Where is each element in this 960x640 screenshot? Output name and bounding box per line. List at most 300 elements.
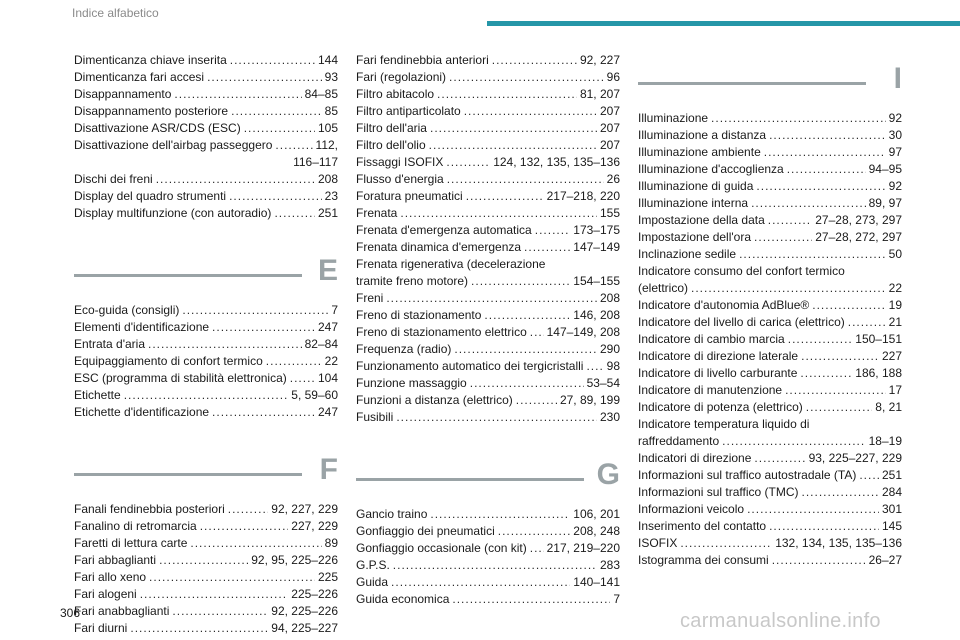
entry-pages: 251 — [317, 206, 338, 220]
dot-leader — [290, 370, 315, 387]
index-entry — [356, 120, 620, 137]
index-entry — [638, 229, 902, 246]
index-column-1 — [74, 52, 338, 637]
dot-leader — [516, 392, 557, 409]
dot-leader — [275, 137, 312, 154]
index-entry — [356, 239, 620, 256]
dot-leader — [711, 110, 886, 127]
entry-term: Fari diurni — [74, 621, 128, 635]
entry-pages: 301 — [881, 502, 902, 516]
entry-pages: 18–19 — [868, 434, 902, 448]
entry-pages: 225–226 — [291, 587, 338, 601]
dot-leader — [466, 188, 544, 205]
dot-leader — [446, 154, 490, 171]
page-number: 306 — [60, 606, 81, 620]
dot-leader — [430, 506, 570, 523]
dot-leader — [785, 382, 886, 399]
dot-leader — [430, 120, 597, 137]
dot-leader — [172, 603, 268, 620]
entry-pages: 217–218, 220 — [546, 189, 620, 203]
entry-term: Illuminazione ambiente — [638, 145, 761, 159]
entry-pages: 93 — [324, 70, 338, 84]
section-header — [356, 452, 620, 500]
entry-pages: 155 — [599, 206, 620, 220]
dot-leader — [801, 348, 879, 365]
entry-pages: 94–95 — [868, 162, 902, 176]
dot-leader — [801, 484, 878, 501]
index-entry — [638, 127, 902, 144]
dot-leader — [848, 314, 886, 331]
entry-pages: 27–28, 273, 297 — [815, 213, 902, 227]
index-entry — [74, 535, 338, 552]
index-entry — [356, 392, 620, 409]
entry-term: Indicatore di livello carburante — [638, 366, 798, 380]
entry-term: Fanalino di retromarcia — [74, 519, 197, 533]
entry-term: Guida — [356, 575, 389, 589]
index-entry — [638, 484, 902, 501]
index-entry — [356, 86, 620, 103]
entry-pages: 89 — [324, 536, 338, 550]
index-entry — [74, 387, 338, 404]
dot-leader — [498, 523, 571, 540]
entry-term: Informazioni veicolo — [638, 502, 745, 516]
dot-leader — [812, 297, 885, 314]
entry-pages: 7 — [331, 303, 338, 317]
section-rule — [356, 478, 584, 481]
entry-pages: 124, 132, 135, 135–136 — [493, 155, 620, 169]
index-entry — [356, 154, 620, 171]
entry-term: Illuminazione — [638, 111, 709, 125]
dot-leader — [207, 69, 322, 86]
index-entry — [74, 370, 338, 387]
dot-leader — [691, 280, 886, 297]
section-header — [74, 248, 338, 296]
dot-leader — [231, 103, 322, 120]
entry-pages: 97 — [888, 145, 902, 159]
index-entry — [74, 501, 338, 518]
entry-term: Indicatori di direzione — [638, 451, 752, 465]
index-entry — [638, 518, 902, 535]
entry-pages: 105 — [317, 121, 338, 135]
dot-leader — [530, 324, 544, 341]
index-entry — [74, 603, 338, 620]
section-header — [74, 447, 338, 495]
entry-pages: 26 — [606, 172, 620, 186]
index-entry — [74, 205, 338, 222]
entry-term: Indicatore di potenza (elettrico) — [638, 400, 803, 414]
dot-leader — [764, 144, 886, 161]
entry-pages: 17 — [888, 383, 902, 397]
index-entry — [638, 365, 902, 382]
entry-pages: 150–151 — [855, 332, 902, 346]
index-entry — [638, 314, 902, 331]
entry-pages: 290 — [599, 342, 620, 356]
index-entry — [74, 171, 338, 188]
entry-term: Guida economica — [356, 592, 450, 606]
index-entry — [638, 467, 902, 484]
entry-pages: 247 — [317, 320, 338, 334]
entry-pages: 81, 207 — [579, 87, 620, 101]
entry-pages: 132, 134, 135, 135–136 — [775, 536, 902, 550]
entry-term: Illuminazione interna — [638, 196, 749, 210]
entry-term: Impostazione dell'ora — [638, 230, 752, 244]
running-header-title: Indice alfabetico — [72, 6, 159, 20]
dot-leader — [747, 501, 879, 518]
entry-term: Funzionamento automatico dei tergicristalli — [356, 359, 584, 373]
index-entry — [638, 144, 902, 161]
dot-leader — [769, 127, 886, 144]
entry-pages: 140–141 — [573, 575, 620, 589]
index-entry — [638, 501, 902, 518]
entry-term: Indicatore di manutenzione — [638, 383, 783, 397]
dot-leader — [449, 69, 604, 86]
entry-pages: 227, 229 — [291, 519, 338, 533]
entry-term: Fari anabbaglianti — [74, 604, 170, 618]
index-entry — [356, 103, 620, 120]
entry-term: Funzioni a distanza (elettrico) — [356, 393, 513, 407]
index-column-2 — [356, 52, 620, 608]
entry-term: Etichette — [74, 388, 121, 402]
entry-term: Filtro dell'aria — [356, 121, 427, 135]
index-entry — [356, 591, 620, 608]
entry-pages: 147–149 — [573, 240, 620, 254]
index-entry — [356, 222, 620, 239]
entry-term: Elementi d'identificazione — [74, 320, 210, 334]
entry-pages: 92 — [888, 179, 902, 193]
index-entry — [74, 404, 338, 421]
section-rule — [74, 274, 302, 277]
entry-pages: 7 — [613, 592, 620, 606]
dot-leader — [454, 341, 597, 358]
entry-term: Indicatore di direzione laterale — [638, 349, 799, 363]
index-entry — [74, 137, 338, 171]
index-entry — [638, 297, 902, 314]
dot-leader — [447, 171, 604, 188]
index-entry — [356, 341, 620, 358]
header-accent-bar — [487, 21, 960, 26]
entry-term: Disappannamento — [74, 87, 172, 101]
index-entry — [356, 137, 620, 154]
entry-term: Funzione massaggio — [356, 376, 467, 390]
dot-leader — [769, 518, 879, 535]
dot-leader — [156, 171, 315, 188]
entry-term: ISOFIX — [638, 536, 678, 550]
dot-leader — [149, 569, 315, 586]
dot-leader — [788, 331, 853, 348]
index-entry — [356, 540, 620, 557]
dot-leader — [768, 212, 813, 229]
entry-pages: 85 — [324, 104, 338, 118]
index-entry — [356, 358, 620, 375]
dot-leader — [386, 290, 597, 307]
entry-term: Faretti di lettura carte — [74, 536, 188, 550]
dot-leader — [437, 86, 577, 103]
index-entry — [356, 523, 620, 540]
entry-term: Freni — [356, 291, 384, 305]
entry-term: Frequenza (radio) — [356, 342, 452, 356]
entry-pages: 53–54 — [586, 376, 620, 390]
entry-term: Illuminazione d'accoglienza — [638, 162, 784, 176]
entry-pages: 21 — [888, 315, 902, 329]
entry-term: Illuminazione a distanza — [638, 128, 767, 142]
dot-leader — [484, 307, 570, 324]
entry-term: Frenata dinamica d'emergenza — [356, 240, 522, 254]
entry-pages: 144 — [317, 53, 338, 67]
index-entry — [356, 188, 620, 205]
dot-leader — [391, 574, 570, 591]
dot-leader — [200, 518, 289, 535]
entry-term: Eco-guida (consigli) — [74, 303, 180, 317]
entry-term: Filtro abitacolo — [356, 87, 435, 101]
entry-pages: 50 — [888, 247, 902, 261]
entry-pages: 22 — [324, 354, 338, 368]
dot-leader — [754, 229, 812, 246]
entry-term: Foratura pneumatici — [356, 189, 463, 203]
index-entry — [74, 552, 338, 569]
entry-term: ESC (programma di stabilità elettronica) — [74, 371, 287, 385]
entry-term-continuation: raffreddamento — [638, 434, 720, 448]
entry-term: Fari allo xeno — [74, 570, 147, 584]
entry-term: Fari (regolazioni) — [356, 70, 447, 84]
index-entry — [638, 161, 902, 178]
index-entry — [74, 620, 338, 637]
dot-leader — [266, 353, 322, 370]
index-entry — [638, 348, 902, 365]
index-entry — [638, 552, 902, 569]
index-entry — [74, 319, 338, 336]
entry-pages: 92 — [888, 111, 902, 125]
dot-leader — [174, 86, 301, 103]
index-entry — [74, 336, 338, 353]
entry-pages: 84–85 — [304, 87, 338, 101]
entry-pages: 283 — [599, 558, 620, 572]
entry-term: Fusibili — [356, 410, 394, 424]
entry-pages: 92, 225–226 — [271, 604, 338, 618]
index-entry — [74, 302, 338, 319]
entry-term: Dischi dei freni — [74, 172, 153, 186]
entry-pages: 27–28, 272, 297 — [815, 230, 902, 244]
index-entry — [638, 382, 902, 399]
index-entry — [638, 178, 902, 195]
index-entry — [356, 557, 620, 574]
entry-term: Gancio traino — [356, 507, 428, 521]
dot-leader — [212, 404, 315, 421]
dot-leader — [772, 552, 866, 569]
entry-pages-continuation: 116–117 — [293, 155, 338, 169]
entry-pages: 173–175 — [573, 223, 620, 237]
dot-leader — [148, 336, 302, 353]
dot-leader — [492, 52, 577, 69]
entry-term: Gonfiaggio occasionale (con kit) — [356, 541, 527, 555]
index-entry — [638, 110, 902, 127]
index-entry — [638, 399, 902, 416]
entry-term: Illuminazione di guida — [638, 179, 754, 193]
index-entry — [638, 535, 902, 552]
entry-pages: 247 — [317, 405, 338, 419]
dot-leader — [159, 552, 248, 569]
entry-pages: 284 — [881, 485, 902, 499]
entry-pages: 145 — [881, 519, 902, 533]
entry-term: G.P.S. — [356, 558, 390, 572]
entry-pages: 106, 201 — [573, 507, 620, 521]
dot-leader — [464, 103, 597, 120]
entry-pages: 227 — [881, 349, 902, 363]
dot-leader — [530, 540, 544, 557]
index-entry — [74, 188, 338, 205]
entry-term: Filtro antiparticolato — [356, 104, 461, 118]
dot-leader — [680, 535, 772, 552]
dot-leader — [140, 586, 289, 603]
entry-term: Disappannamento posteriore — [74, 104, 229, 118]
index-entry — [74, 518, 338, 535]
entry-term: Freno di stazionamento elettrico — [356, 325, 527, 339]
entry-term: Fanali fendinebbia posteriori — [74, 502, 225, 516]
dot-leader — [230, 52, 315, 69]
entry-term: Disattivazione ASR/CDS (ESC) — [74, 121, 241, 135]
entry-term: Disattivazione dell'airbag passeggero — [74, 138, 273, 152]
dot-leader — [470, 375, 584, 392]
entry-pages: 92, 227, 229 — [271, 502, 338, 516]
entry-term: Dimenticanza fari accesi — [74, 70, 205, 84]
entry-pages: 186, 188 — [855, 366, 902, 380]
dot-leader — [190, 535, 321, 552]
dot-leader — [739, 246, 886, 263]
entry-pages: 208 — [317, 172, 338, 186]
index-entry — [356, 52, 620, 69]
dot-leader — [524, 239, 570, 256]
dot-leader — [229, 188, 322, 205]
dot-leader — [452, 591, 610, 608]
entry-pages: 147–149, 208 — [546, 325, 620, 339]
entry-term: Display multifunzione (con autoradio) — [74, 206, 272, 220]
index-entry — [74, 569, 338, 586]
dot-leader — [182, 302, 328, 319]
entry-term: Inclinazione sedile — [638, 247, 737, 261]
index-entry — [74, 103, 338, 120]
dot-leader — [228, 501, 269, 518]
entry-pages: 26–27 — [868, 553, 902, 567]
entry-term: Entrata d'aria — [74, 337, 145, 351]
index-entry — [74, 353, 338, 370]
index-entry — [356, 290, 620, 307]
index-entry — [74, 52, 338, 69]
dot-leader — [722, 433, 865, 450]
entry-term: Filtro dell'olio — [356, 138, 426, 152]
entry-pages: 217, 219–220 — [546, 541, 620, 555]
watermark: carmanualsonline.info — [680, 610, 881, 632]
entry-pages: 112, — [315, 138, 338, 152]
dot-leader — [586, 358, 603, 375]
dot-leader — [787, 161, 866, 178]
entry-pages: 93, 225–227, 229 — [808, 451, 902, 465]
entry-pages: 89, 97 — [868, 196, 902, 210]
entry-term: Indicatore d'autonomia AdBlue® — [638, 298, 810, 312]
entry-pages: 22 — [888, 281, 902, 295]
entry-pages: 30 — [888, 128, 902, 142]
entry-pages: 230 — [599, 410, 620, 424]
index-entry — [638, 246, 902, 263]
dot-leader — [800, 365, 852, 382]
entry-pages: 8, 21 — [875, 400, 902, 414]
dot-leader — [400, 205, 597, 222]
index-entry — [638, 331, 902, 348]
entry-pages: 96 — [606, 70, 620, 84]
dot-leader — [535, 222, 571, 239]
entry-pages: 23 — [324, 189, 338, 203]
entry-term: Fari alogeni — [74, 587, 137, 601]
index-entry — [638, 416, 902, 450]
entry-term: Informazioni sul traffico (TMC) — [638, 485, 799, 499]
index-entry — [356, 205, 620, 222]
entry-term: Equipaggiamento di confort termico — [74, 354, 263, 368]
dot-leader — [130, 620, 268, 637]
index-column-3 — [638, 52, 902, 569]
dot-leader — [244, 120, 315, 137]
index-entry — [638, 263, 902, 297]
entry-pages: 27, 89, 199 — [559, 393, 620, 407]
index-entry — [356, 69, 620, 86]
section-letter: E — [317, 254, 338, 287]
entry-pages: 104 — [317, 371, 338, 385]
dot-leader — [393, 557, 597, 574]
entry-term: Indicatore di cambio marcia — [638, 332, 785, 346]
index-entry — [356, 324, 620, 341]
section-letter: I — [893, 62, 902, 95]
entry-pages: 92, 227 — [579, 53, 620, 67]
entry-term: Freno di stazionamento — [356, 308, 482, 322]
entry-term: Gonfiaggio dei pneumatici — [356, 524, 495, 538]
entry-term: Indicatore del livello di carica (elettrico) — [638, 315, 845, 329]
entry-pages: 146, 208 — [573, 308, 620, 322]
entry-pages: 208 — [599, 291, 620, 305]
entry-pages: 225 — [317, 570, 338, 584]
entry-term: Display del quadro strumenti — [74, 189, 227, 203]
entry-term: Indicatore consumo del confort termico — [638, 264, 845, 278]
dot-leader — [751, 195, 866, 212]
index-entry — [356, 307, 620, 324]
index-entry — [638, 212, 902, 229]
dot-leader — [124, 387, 289, 404]
index-entry — [638, 450, 902, 467]
entry-pages: 98 — [606, 359, 620, 373]
section-rule — [638, 82, 866, 85]
entry-term: Informazioni sul traffico autostradale (TA) — [638, 468, 857, 482]
dot-leader — [471, 273, 570, 290]
index-entry — [356, 409, 620, 426]
entry-term: Fissaggi ISOFIX — [356, 155, 444, 169]
index-entry — [74, 86, 338, 103]
entry-term: Impostazione della data — [638, 213, 765, 227]
entry-pages: 208, 248 — [573, 524, 620, 538]
index-entry — [74, 120, 338, 137]
index-entry — [356, 256, 620, 290]
entry-term-continuation: (elettrico) — [638, 281, 689, 295]
entry-term: Istogramma dei consumi — [638, 553, 769, 567]
dot-leader — [806, 399, 873, 416]
dot-leader — [754, 450, 805, 467]
section-header — [638, 56, 902, 104]
section-letter: G — [596, 458, 620, 491]
entry-term: Frenata d'emergenza automatica — [356, 223, 532, 237]
entry-term: Indicatore temperatura liquido di — [638, 417, 810, 431]
dot-leader — [274, 205, 315, 222]
entry-pages: 207 — [599, 104, 620, 118]
entry-pages: 207 — [599, 121, 620, 135]
entry-pages: 94, 225–227 — [271, 621, 338, 635]
dot-leader — [429, 137, 597, 154]
dot-leader — [756, 178, 885, 195]
dot-leader — [859, 467, 879, 484]
